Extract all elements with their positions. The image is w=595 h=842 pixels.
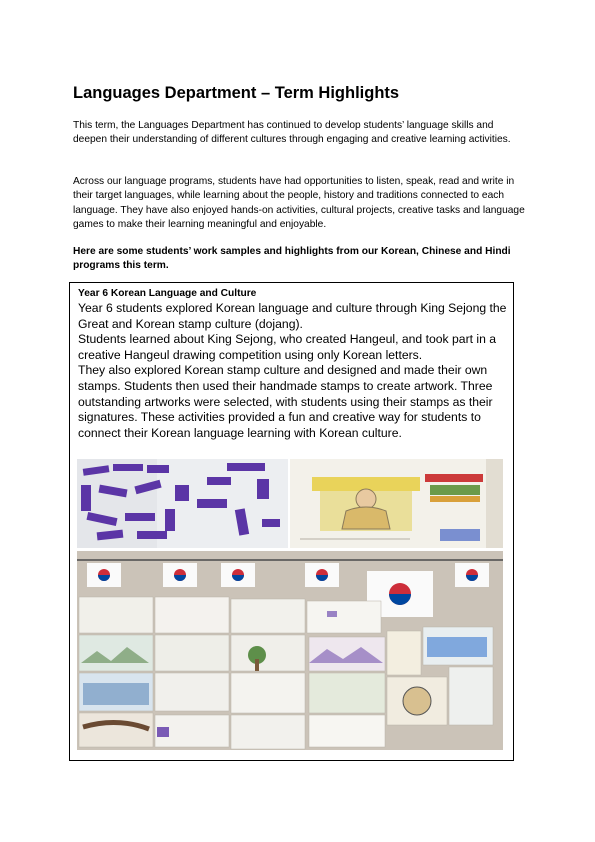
korean-section-heading: Year 6 Korean Language and Culture: [78, 288, 257, 299]
korean-paragraph-1: Year 6 students explored Korean language and culture through King Sejong the Great and Korean stamp culture (dojang).: [78, 301, 507, 331]
korean-paragraph-2: Students learned about King Sejong, who created Hangeul, and took part in a creative Hangeul drawing competition using only Korean letters.: [78, 332, 497, 362]
hangeul-artwork-board-photo: [77, 551, 503, 750]
korean-paragraph-3: They also explored Korean stamp culture and designed and made their own stamps. Students then used their handmade stamps to create artwork. Three outstanding artworks were selected, with students using their stamps as their signatures. These activities provided a fun and creative way for students to connect their Korean language learning with Korean culture.: [78, 363, 493, 440]
highlights-heading: Here are some students’ work samples and highlights from our Korean, Chinese and Hindi programs this term.: [73, 246, 511, 272]
king-sejong-drawing-photo: [290, 459, 503, 548]
intro-paragraph: This term, the Languages Department has continued to develop students’ language skills and deepen their understanding of different cultures through engaging and creative learning activities.: [73, 120, 511, 146]
stamp-artwork-photo: [77, 459, 288, 548]
page-title: Languages Department – Term Highlights: [73, 84, 400, 102]
korean-section-text: [78, 301, 510, 441]
programs-paragraph: Across our language programs, students have had opportunities to listen, speak, read and write in their target languages, while learning about the people, history and traditions connected to each language. They have also enjoyed hands-on activities, cultural projects, creative tasks and language games to make their learning meaningful and enjoyable.: [73, 176, 525, 230]
